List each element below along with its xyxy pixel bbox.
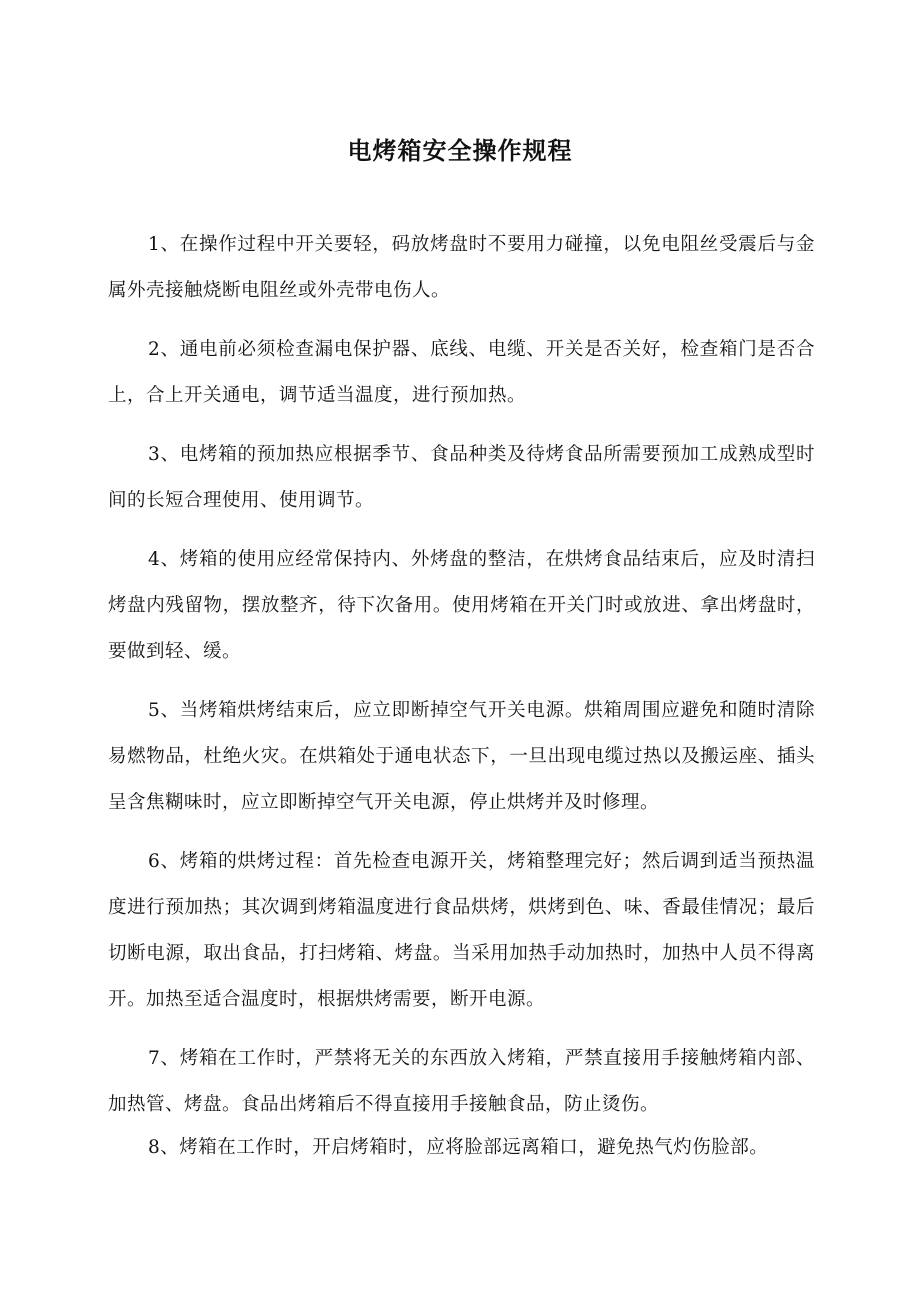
paragraph-3: 3、电烤箱的预加热应根据季节、食品种类及待烤食品所需要预加工成熟成型时间的长短合理使用、使用调节。 — [108, 444, 815, 511]
paragraph-7: 7、烤箱在工作时，严禁将无关的东西放入烤箱，严禁直接用手接触烤箱内部、加热管、烤盘。食品出烤箱后不得直接用手接触食品，防止烫伤。 — [108, 1048, 815, 1115]
paragraph-6: 6、烤箱的烘烤过程：首先检查电源开关，烤箱整理完好；然后调到适当预热温度进行预加热；其次调到烤箱温度进行食品烘烤，烘烤到色、味、香最佳情况；最后切断电源，取出食品，打扫烤箱、烤盘。当采用加热手动加热时，加热中人员不得离开。加热至适合温度时，根据烘烤需要，断开电源。 — [108, 851, 815, 1010]
document-title: 电烤箱安全操作规程 — [347, 137, 573, 165]
document-body — [108, 222, 815, 1181]
paragraph-1: 1、在操作过程中开关要轻，码放烤盘时不要用力碰撞，以免电阻丝受震后与金属外壳接触烧断电阻丝或外壳带电伤人。 — [108, 234, 815, 301]
paragraph-4: 4、烤箱的使用应经常保持内、外烤盘的整洁，在烘烤食品结束后，应及时清扫烤盘内残留物，摆放整齐，待下次备用。使用烤箱在开关门时或放进、拿出烤盘时，要做到轻、缓。 — [108, 549, 815, 662]
paragraph-5: 5、当烤箱烘烤结束后，应立即断掉空气开关电源。烘箱周围应避免和随时清除易燃物品，杜绝火灾。在烘箱处于通电状态下，一旦出现电缆过热以及搬运座、插头呈含焦糊味时，应立即断掉空气开关电源，停止烘烤并及时修理。 — [108, 700, 815, 813]
paragraph-8: 8、烤箱在工作时，开启烤箱时，应将脸部远离箱口，避免热气灼伤脸部。 — [148, 1137, 769, 1158]
paragraph-2: 2、通电前必须检查漏电保护器、底线、电缆、开关是否关好，检查箱门是否合上，合上开关通电，调节适当温度，进行预加热。 — [108, 339, 815, 406]
